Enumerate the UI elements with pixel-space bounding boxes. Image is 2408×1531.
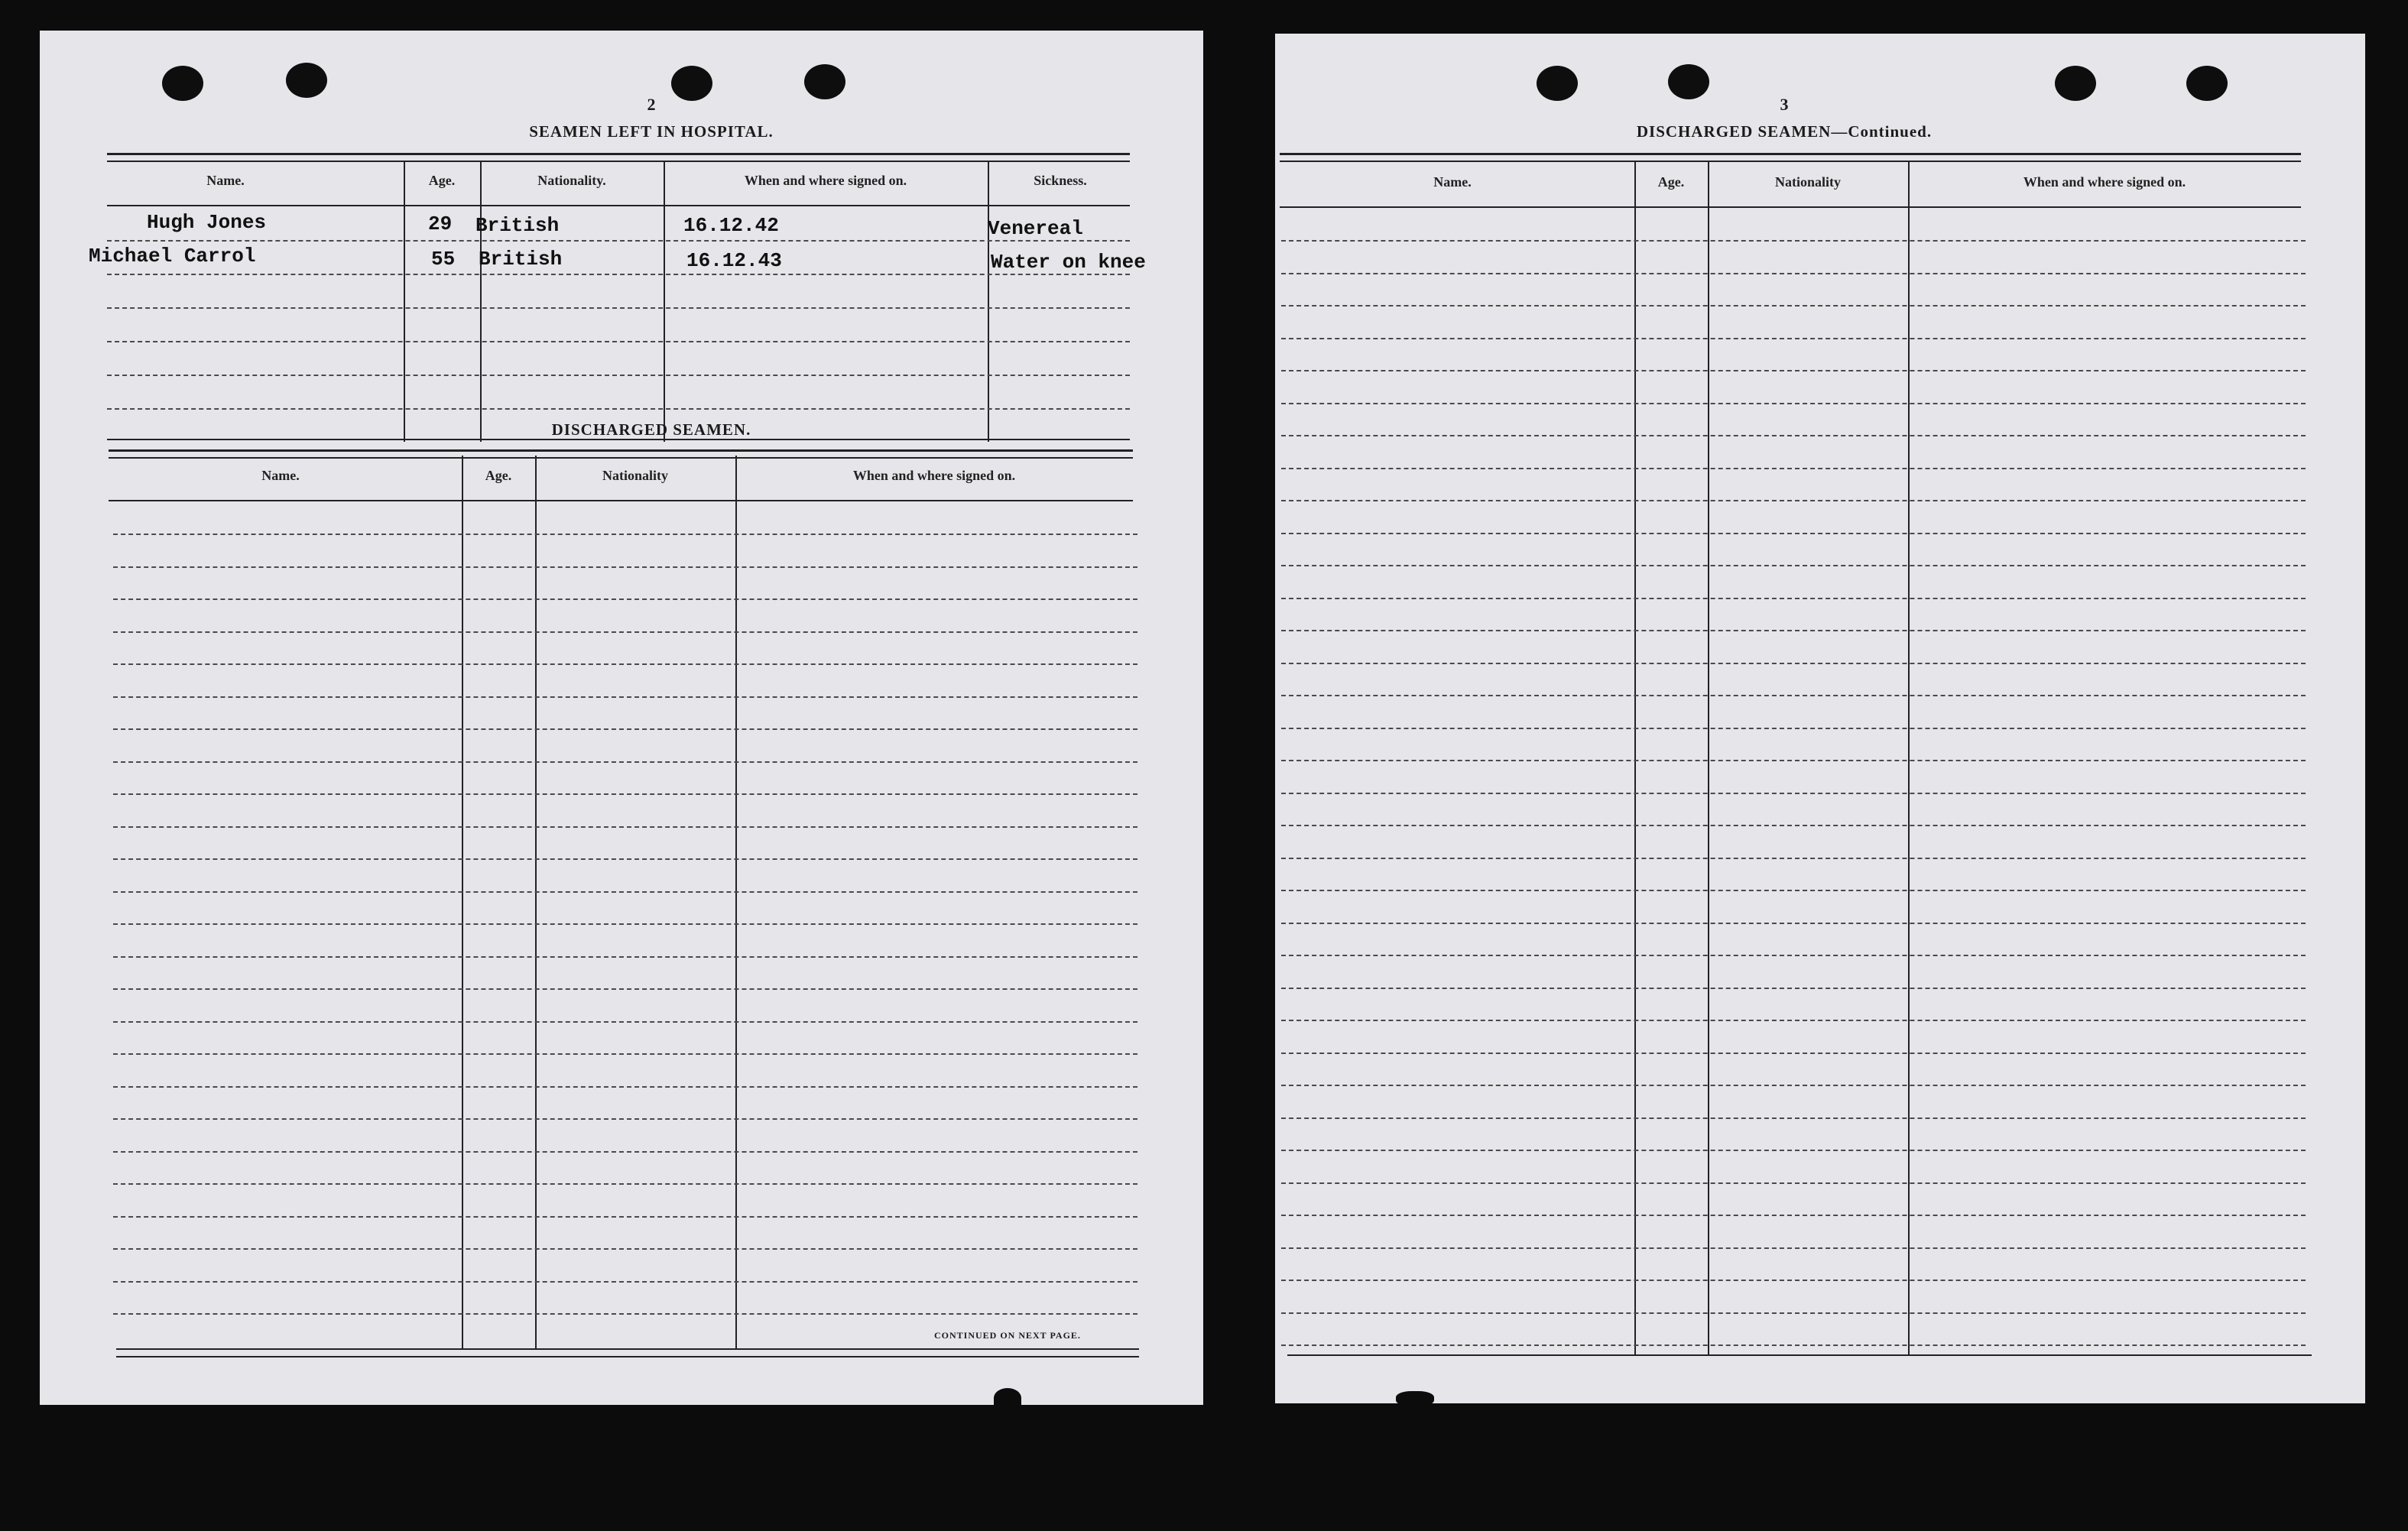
row-rule [1281, 1085, 2306, 1086]
row-rule [1281, 695, 2306, 696]
table-row-2-sickness: Water on knee [991, 251, 1146, 274]
column-divider [1634, 162, 1636, 1356]
hospital-col-nationality: Nationality. [537, 173, 606, 188]
page-number: 2 [647, 95, 656, 114]
row-rule [113, 598, 1137, 600]
row-rule [1281, 370, 2306, 371]
row-rule [113, 1248, 1137, 1250]
row-rule [113, 923, 1137, 925]
row-rule [113, 826, 1137, 828]
row-rule [1281, 435, 2306, 436]
continued-col-age: Age. [1657, 174, 1685, 190]
row-rule [113, 988, 1137, 990]
discharged-col-age: Age. [485, 468, 512, 483]
punch-hole [1668, 64, 1709, 99]
punch-hole [2055, 66, 2096, 101]
column-divider [988, 162, 989, 442]
row-rule [113, 858, 1137, 860]
row-rule [1281, 630, 2306, 631]
discharged-col-signed-on: When and where signed on. [852, 468, 1016, 483]
row-rule [113, 1151, 1137, 1153]
discharged-col-nationality: Nationality [602, 468, 668, 483]
row-rule [1281, 793, 2306, 794]
table-rule [109, 449, 1133, 452]
row-rule [1281, 825, 2306, 826]
row-rule [1281, 1182, 2306, 1184]
page-number: 3 [1780, 95, 1789, 114]
table-rule [107, 153, 1130, 155]
hospital-section-title: SEAMEN LEFT IN HOSPITAL. [529, 122, 774, 141]
discharged-continued-title: DISCHARGED SEAMEN—Continued. [1636, 122, 1933, 141]
table-row-2-name: Michael Carrol [89, 245, 256, 268]
row-rule [107, 274, 1130, 275]
row-rule [1281, 1312, 2306, 1314]
row-rule [113, 1118, 1137, 1120]
row-rule [1281, 1247, 2306, 1249]
row-rule [1281, 565, 2306, 566]
row-rule [1281, 273, 2306, 274]
row-rule [1281, 858, 2306, 859]
punch-hole [286, 63, 327, 98]
hospital-col-signed-on: When and where signed on. [744, 173, 907, 188]
discharged-section-title: DISCHARGED SEAMEN. [551, 420, 751, 439]
row-rule [113, 534, 1137, 535]
row-rule [1281, 1150, 2306, 1151]
left-page [40, 31, 1203, 1405]
column-divider [1908, 162, 1910, 1356]
discharged-col-name: Name. [261, 468, 300, 483]
row-rule [113, 1313, 1137, 1315]
row-rule [113, 956, 1137, 958]
row-rule [113, 761, 1137, 763]
continued-col-signed-on: When and where signed on. [2023, 174, 2186, 190]
row-rule [1281, 1215, 2306, 1216]
row-rule [113, 793, 1137, 795]
table-row-2-nationality: British [479, 248, 563, 271]
right-page [1275, 34, 2365, 1403]
hospital-col-name: Name. [206, 173, 245, 188]
table-row-2-age: 55 [431, 248, 456, 271]
row-rule [113, 1183, 1137, 1185]
row-rule [1281, 955, 2306, 956]
column-divider [664, 162, 665, 442]
table-rule [107, 205, 1130, 206]
column-divider [1708, 162, 1709, 1356]
column-divider [462, 456, 463, 1348]
table-row-1-nationality: British [475, 214, 560, 237]
table-rule [1287, 1354, 2312, 1356]
column-divider [535, 456, 537, 1348]
row-rule [113, 728, 1137, 730]
row-rule [107, 375, 1130, 376]
table-rule [109, 457, 1133, 459]
row-rule [113, 1086, 1137, 1088]
column-divider [735, 456, 737, 1348]
row-rule [1281, 890, 2306, 891]
row-rule [1281, 1280, 2306, 1281]
punch-hole [162, 66, 203, 101]
row-rule [113, 1216, 1137, 1218]
table-row-1-name: Hugh Jones [147, 211, 267, 234]
row-rule [1281, 338, 2306, 339]
row-rule [1281, 1020, 2306, 1021]
row-rule [107, 341, 1130, 342]
table-rule [1280, 206, 2301, 208]
table-rule [116, 1348, 1139, 1350]
punch-hole [2186, 66, 2228, 101]
row-rule [1281, 240, 2306, 242]
table-rule [1280, 153, 2301, 155]
table-rule [1280, 161, 2301, 162]
row-rule [1281, 1053, 2306, 1054]
table-row-1-age: 29 [428, 212, 453, 235]
table-rule [109, 500, 1133, 501]
hospital-col-sickness: Sickness. [1034, 173, 1087, 188]
continued-col-name: Name. [1433, 174, 1472, 190]
row-rule [1281, 728, 2306, 729]
row-rule [1281, 305, 2306, 307]
row-rule [113, 1021, 1137, 1023]
row-rule [113, 1281, 1137, 1283]
row-rule [1281, 533, 2306, 534]
table-row-1-sickness: Venereal [988, 217, 1083, 240]
row-rule [107, 408, 1130, 410]
continued-col-nationality: Nationality [1774, 174, 1841, 190]
column-divider [404, 162, 405, 442]
row-rule [1281, 663, 2306, 664]
column-divider [480, 162, 482, 442]
table-rule [116, 1356, 1139, 1357]
row-rule [1281, 1117, 2306, 1119]
row-rule [1281, 760, 2306, 761]
table-row-1-signed-on: 16.12.42 [683, 214, 779, 237]
row-rule [1281, 923, 2306, 924]
row-rule [107, 240, 1130, 242]
binding-clip [1396, 1391, 1434, 1406]
binding-clip [994, 1388, 1021, 1408]
row-rule [113, 891, 1137, 893]
row-rule [1281, 403, 2306, 404]
hospital-col-age: Age. [428, 173, 456, 188]
row-rule [113, 663, 1137, 665]
row-rule [1281, 988, 2306, 989]
row-rule [107, 307, 1130, 309]
row-rule [113, 566, 1137, 568]
row-rule [113, 631, 1137, 633]
row-rule [1281, 598, 2306, 599]
row-rule [113, 696, 1137, 698]
table-row-2-signed-on: 16.12.43 [686, 249, 782, 272]
punch-hole [1537, 66, 1578, 101]
continued-note: CONTINUED ON NEXT PAGE. [934, 1330, 1081, 1341]
row-rule [113, 1053, 1137, 1055]
row-rule [1281, 468, 2306, 469]
row-rule [1281, 500, 2306, 501]
table-rule [107, 161, 1130, 162]
punch-hole [804, 64, 845, 99]
row-rule [1281, 1344, 2306, 1346]
